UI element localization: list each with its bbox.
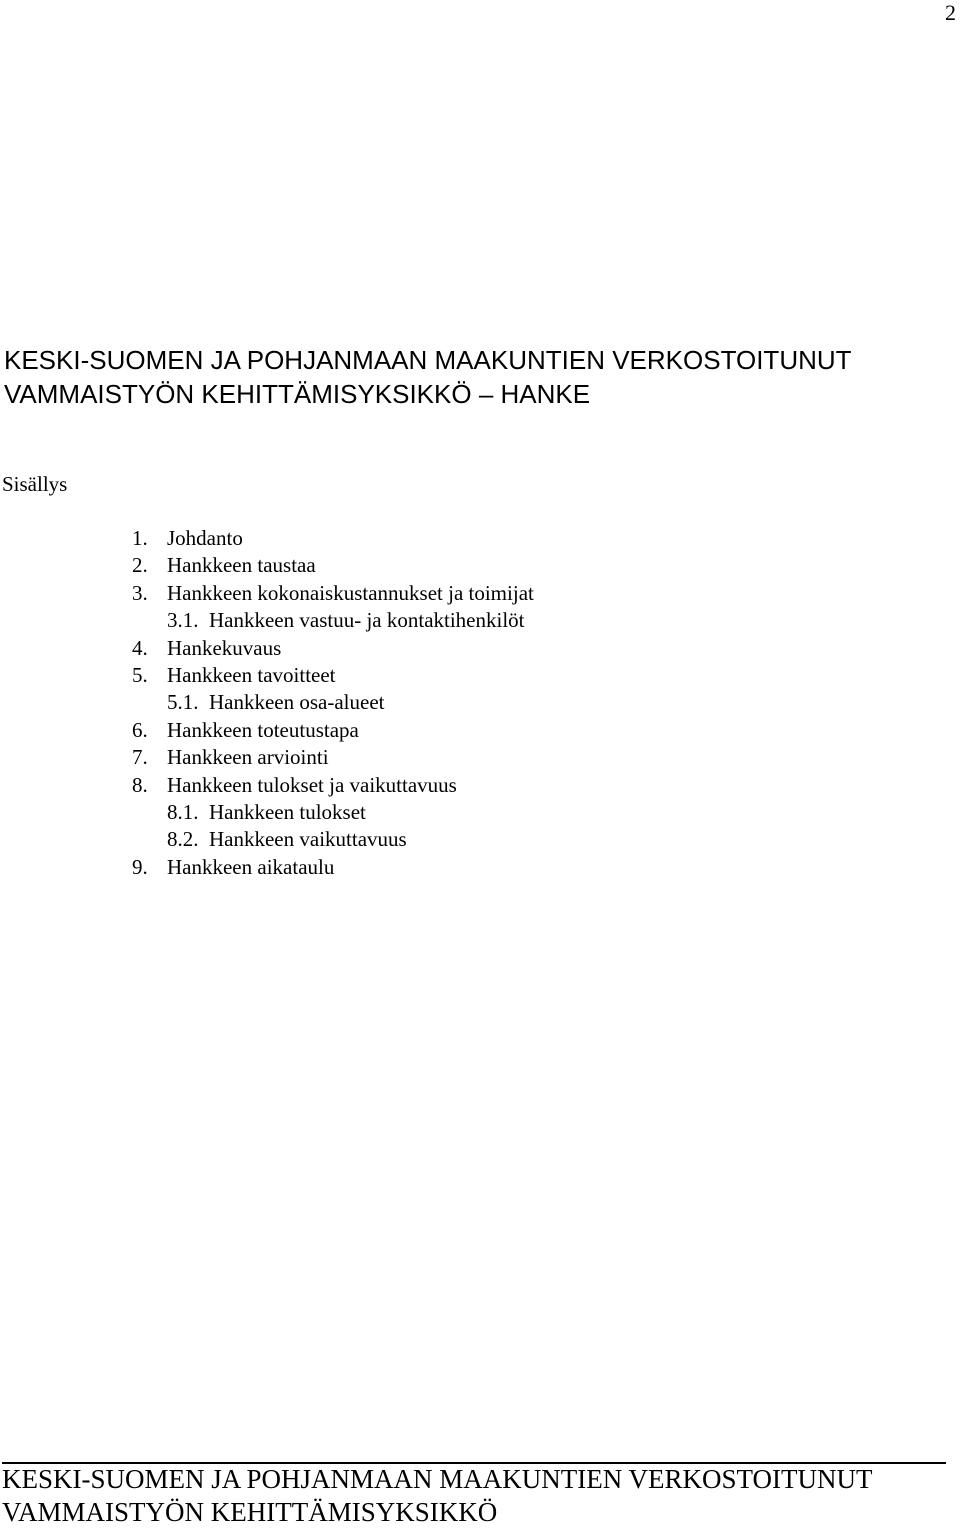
toc-item-number: 6. (132, 717, 148, 742)
page-number: 2 (945, 0, 956, 25)
toc-item-label: Hankkeen tulokset ja vaikuttavuus (167, 772, 457, 797)
toc-item-number: 3. (132, 580, 148, 605)
toc-item-number: 3.1. (167, 608, 199, 633)
toc-item-label: Hankkeen toteutustapa (167, 717, 359, 742)
toc-item-number: 8.1. (167, 799, 199, 824)
toc-item-number: 7. (132, 745, 148, 770)
toc-item-label: Hankekuvaus (167, 635, 282, 660)
document-title (4, 343, 954, 411)
footer (2, 1463, 957, 1529)
toc-item-label: Hankkeen arviointi (167, 745, 329, 770)
document-title-line-1: KESKI-SUOMEN JA POHJANMAAN MAAKUNTIEN VERKOSTOITUNUT (4, 345, 852, 375)
toc-item-number: 9. (132, 854, 148, 879)
toc-item-label: Hankkeen tulokset (209, 799, 366, 824)
toc-item-label: Hankkeen kokonaiskustannukset ja toimijat (167, 580, 534, 605)
toc-item-label: Hankkeen vastuu- ja kontaktihenkilöt (209, 608, 525, 633)
toc-item-number: 1. (132, 526, 148, 550)
toc-item-number: 5.1. (167, 690, 199, 715)
toc-item-label: Hankkeen aikataulu (167, 854, 335, 879)
toc-item-number: 4. (132, 635, 148, 660)
footer-line-1: KESKI-SUOMEN JA POHJANMAAN MAAKUNTIEN VERKOSTOITUNUT (2, 1464, 873, 1494)
toc-item-label: Hankkeen vaikuttavuus (209, 827, 407, 852)
document-title-line-2: VAMMAISTYÖN KEHITTÄMISYKSIKKÖ – HANKE (4, 379, 591, 409)
toc-item-number: 8.2. (167, 827, 199, 852)
toc-heading: Sisällys (2, 472, 68, 496)
toc-item-label: Hankkeen tavoitteet (167, 662, 336, 687)
toc-item-number: 8. (132, 772, 148, 797)
footer-line-2: VAMMAISTYÖN KEHITTÄMISYKSIKKÖ (2, 1497, 498, 1527)
toc-item-number: 5. (132, 662, 148, 687)
toc-item-label: Johdanto (167, 526, 243, 550)
toc-item-number: 2. (132, 553, 148, 578)
toc-item-label: Hankkeen osa-alueet (209, 690, 385, 715)
toc-item-label: Hankkeen taustaa (167, 553, 316, 578)
